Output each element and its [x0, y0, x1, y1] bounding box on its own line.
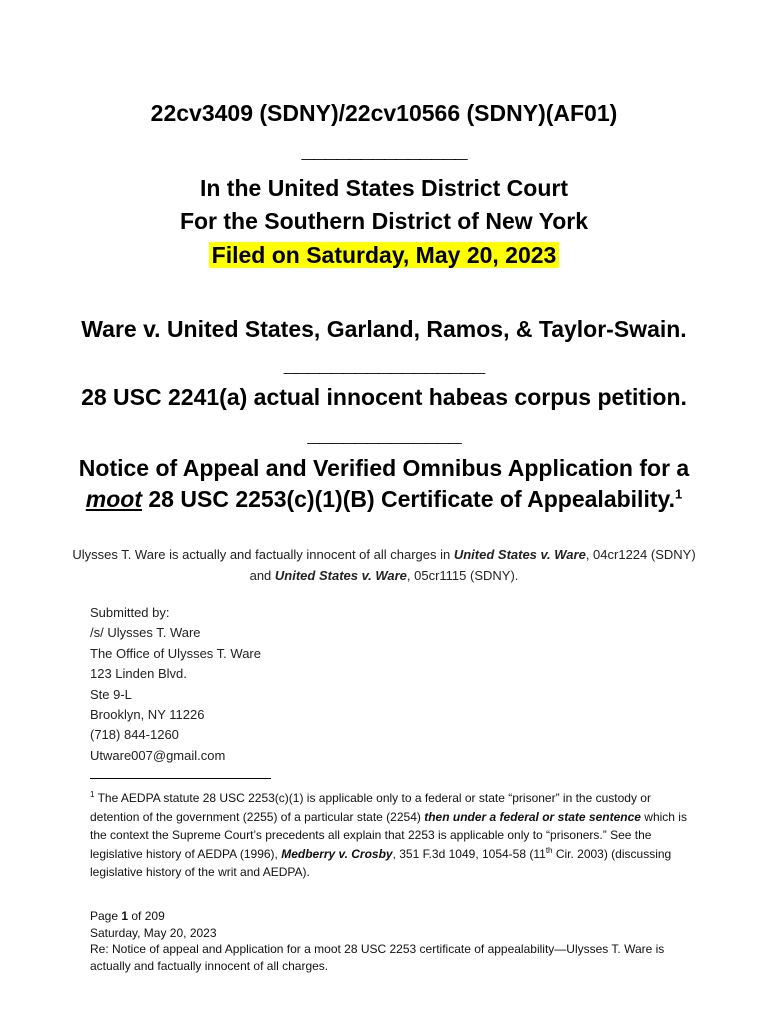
submitted-by-block	[90, 603, 261, 766]
footnote-text-3: , 351 F.3d 1049, 1054-58 (11	[392, 846, 546, 861]
innocence-text-3: , 05cr1115 (SDNY).	[406, 568, 519, 583]
separator-rule-3: _____________	[307, 420, 461, 446]
case-numbers: 22cv3409 (SDNY)/22cv10566 (SDNY)(AF01)	[150, 100, 618, 126]
footnote-divider	[90, 778, 271, 779]
page-footer	[90, 908, 690, 974]
signature-line: /s/ Ulysses T. Ware	[90, 625, 201, 641]
phone-number: (718) 844-1260	[90, 727, 179, 743]
innocence-statement	[60, 544, 708, 586]
case-parties: Ware v. United States, Garland, Ramos, & Taylor-Swain.	[81, 316, 687, 342]
notice-title-line-2	[0, 484, 768, 515]
innocence-text-2: , 04cr1224 (SDNY) and	[249, 547, 696, 583]
separator-rule-2: _________________	[283, 350, 485, 376]
page-number: 1	[121, 909, 129, 923]
notice-title-line-1: Notice of Appeal and Verified Omnibus Application for a	[78, 455, 690, 481]
submitted-label: Submitted by:	[90, 605, 170, 620]
court-name-line-2: For the Southern District of New York	[179, 208, 589, 234]
footnote-number: 1	[90, 790, 95, 799]
page-indicator	[90, 908, 690, 925]
footnote-text-2: which is the context the Supreme Court’s precedents all explain that 2253 is applicable only to “prisoners.” See the legislative history of AEDPA (1996),	[90, 809, 687, 861]
footer-re-line: Re: Notice of appeal and Application for a moot 28 USC 2253 certificate of appealability—Ulysses T. Ware is actually and factually innocent of all charges.	[90, 942, 665, 973]
footnote-text-1: The AEDPA statute 28 USC 2253(c)(1) is applicable only to a federal or state “prisoner” in the custody or detention of the government (2255) of a particular state (2254)	[90, 791, 651, 824]
footnote-case-citation: Medberry v. Crosby	[281, 846, 393, 861]
address-city: Brooklyn, NY 11226	[90, 707, 205, 723]
footnote-ordinal: th	[545, 845, 553, 855]
filed-date-highlight: Filed on Saturday, May 20, 2023	[209, 242, 560, 268]
office-name: The Office of Ulysses T. Ware	[90, 645, 261, 661]
separator-rule-1: ______________	[301, 136, 467, 162]
page-label: Page	[90, 909, 122, 923]
footnote-text-4: Cir. 2003) (discussing legislative history of the writ and AEDPA).	[90, 846, 672, 879]
footer-date: Saturday, May 20, 2023	[90, 925, 217, 940]
address-street: 123 Linden Blvd.	[90, 666, 187, 682]
petition-title: 28 USC 2241(a) actual innocent habeas corpus petition.	[81, 384, 687, 410]
notice-title-line-2-text: 28 USC 2253(c)(1)(B) Certificate of Appealability.	[142, 486, 675, 512]
address-suite: Ste 9-L	[90, 686, 132, 702]
footnote-reference: 1	[674, 486, 683, 502]
case-citation-1: United States v. Ware	[453, 547, 586, 562]
innocence-text-1: Ulysses T. Ware is actually and factually innocent of all charges in	[72, 547, 454, 562]
email-address: Utware007@gmail.com	[90, 747, 226, 763]
page-total: of 209	[128, 909, 165, 923]
case-citation-2: United States v. Ware	[274, 568, 407, 583]
filed-date-line	[0, 240, 768, 271]
court-name-line-1: In the United States District Court	[199, 175, 569, 201]
moot-emphasis: moot	[85, 486, 142, 512]
footnote-emphasis: then under a federal or state sentence	[424, 809, 641, 824]
footnote-1	[90, 789, 690, 882]
